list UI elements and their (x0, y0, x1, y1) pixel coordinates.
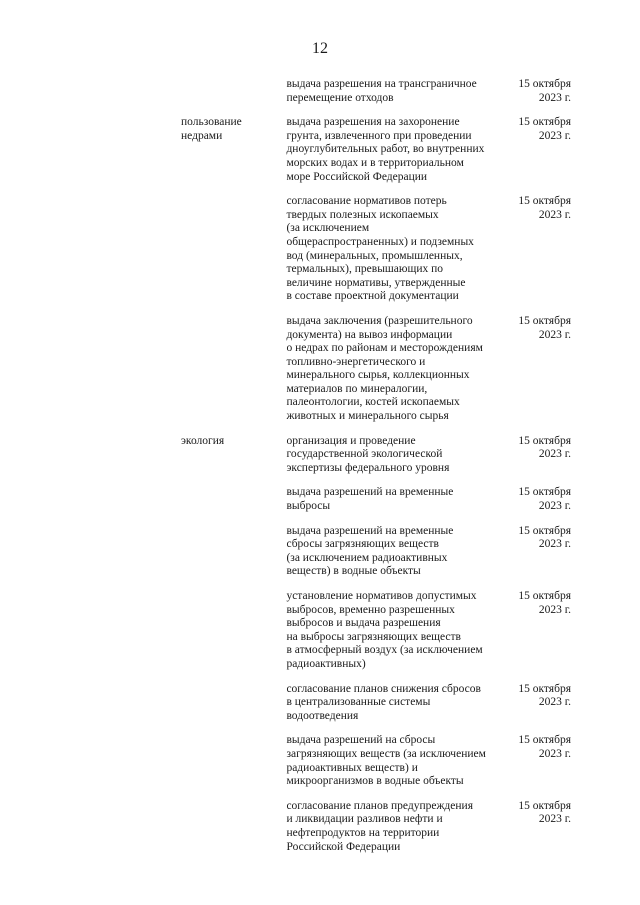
date-line: 15 октября (518, 590, 571, 602)
description-line: выдача разрешений на временные (286, 524, 454, 537)
description-line: о недрах по районам и месторождениям (286, 342, 483, 355)
description-line: вод (минеральных, промышленных, (286, 249, 463, 262)
description-cell (286, 116, 503, 184)
description-cell (286, 315, 503, 424)
date-line: 2023 г. (538, 500, 571, 513)
description-line: микроорганизмов в водные объекты (286, 775, 464, 788)
description-line: веществ) в водные объекты (286, 565, 421, 578)
table-row (181, 195, 571, 304)
description-cell (286, 195, 503, 304)
date-line: 2023 г. (538, 328, 571, 341)
description-line: материалов по минералогии, (286, 382, 428, 395)
description-line: животных и минерального сырья (286, 410, 449, 423)
description-line: (за исключением радиоактивных (286, 551, 448, 564)
page-number: 12 (312, 40, 328, 57)
description-line: радиоактивных) (286, 657, 366, 670)
date-line: 15 октября (518, 314, 571, 327)
date-line: 2023 г. (538, 747, 571, 760)
table-row (181, 590, 571, 672)
description-line: в атмосферный воздух (за исключением (286, 644, 483, 657)
date-cell (503, 486, 571, 513)
description-line: государственной экологической (286, 448, 443, 461)
description-line: море Российской Федерации (286, 170, 428, 183)
description-line: выдача разрешения на захоронение (286, 116, 460, 129)
description-line: водоотведения (286, 709, 359, 722)
description-line: выдача разрешений на временные (286, 486, 454, 499)
description-line: дноуглубительных работ, во внутренних (286, 143, 485, 156)
date-line: 15 октября (518, 734, 571, 747)
date-cell (503, 590, 571, 617)
description-line: общераспространенных) и подземных (286, 235, 474, 248)
description-line: величине нормативы, утвержденные (286, 276, 466, 289)
description-line: топливно-энергетического и (286, 355, 426, 368)
table-row (181, 116, 571, 184)
description-line: загрязняющих веществ (за исключением (286, 747, 486, 760)
description-line: грунта, извлеченного при проведении (286, 129, 472, 142)
description-line: согласование планов снижения сбросов (286, 682, 481, 695)
description-line: морских водах и в территориальном (286, 156, 464, 169)
date-line: 2023 г. (538, 129, 571, 142)
description-line: радиоактивных веществ) и (286, 761, 418, 774)
description-line: установление нормативов допустимых (286, 590, 477, 602)
description-cell (286, 525, 503, 579)
table-row (181, 800, 571, 854)
category-line: пользование (181, 116, 242, 129)
table-row (181, 525, 571, 579)
table-row (181, 683, 571, 724)
date-line: 2023 г. (538, 603, 571, 616)
description-cell (286, 800, 503, 854)
date-line: 2023 г. (538, 696, 571, 709)
description-line: в составе проектной документации (286, 290, 459, 303)
date-cell (503, 525, 571, 552)
date-cell (503, 195, 571, 222)
date-line: 15 октября (518, 799, 571, 812)
description-line: перемещение отходов (286, 91, 394, 104)
date-cell (503, 78, 571, 105)
date-line: 15 октября (518, 434, 571, 447)
description-line: экспертизы федерального уровня (286, 461, 450, 474)
description-line: выдача разрешений на сбросы (286, 734, 436, 747)
description-line: (за исключением (286, 222, 370, 235)
description-line: минерального сырья, коллекционных (286, 369, 470, 382)
category-cell (181, 116, 286, 143)
description-line: нефтепродуктов на территории (286, 826, 440, 839)
date-line: 2023 г. (538, 208, 571, 221)
date-cell (503, 315, 571, 342)
description-line: сбросы загрязняющих веществ (286, 538, 439, 551)
description-line: согласование нормативов потерь (286, 195, 447, 208)
date-line: 15 октября (518, 682, 571, 695)
description-line: документа) на вывоз информации (286, 328, 453, 341)
table-row (181, 486, 571, 513)
description-line: и ликвидации разливов нефти и (286, 813, 443, 826)
description-cell (286, 683, 503, 724)
description-cell (286, 734, 503, 788)
table-row (181, 78, 571, 105)
date-cell (503, 435, 571, 462)
document-table (181, 78, 571, 865)
description-cell (286, 486, 503, 513)
description-line: палеонтологии, костей ископаемых (286, 396, 460, 409)
category-line: экология (181, 434, 225, 447)
date-cell (503, 800, 571, 827)
date-line: 2023 г. (538, 538, 571, 551)
date-line: 2023 г. (538, 813, 571, 826)
description-line: термальных), превышающих по (286, 263, 444, 276)
description-line: на выбросы загрязняющих веществ (286, 630, 461, 643)
description-cell (286, 78, 503, 105)
description-line: согласование планов предупреждения (286, 799, 473, 812)
category-cell (181, 435, 286, 449)
date-cell (503, 683, 571, 710)
description-line: выбросы (286, 500, 331, 513)
table-row (181, 734, 571, 788)
description-cell (286, 435, 503, 476)
date-line: 15 октября (518, 486, 571, 499)
category-line: недрами (181, 129, 223, 142)
table-row (181, 315, 571, 424)
description-line: выбросов и выдача разрешения (286, 617, 441, 630)
description-line: выдача заключения (разрешительного (286, 314, 473, 327)
date-line: 15 октября (518, 195, 571, 208)
description-line: Российской Федерации (286, 840, 401, 853)
date-line: 2023 г. (538, 448, 571, 461)
date-cell (503, 734, 571, 761)
description-line: выдача разрешения на трансграничное (286, 78, 477, 90)
description-line: организация и проведение (286, 434, 416, 447)
date-line: 2023 г. (538, 91, 571, 104)
description-line: в централизованные системы (286, 696, 431, 709)
date-line: 15 октября (518, 524, 571, 537)
description-cell (286, 590, 503, 672)
date-line: 15 октября (518, 116, 571, 129)
date-line: 15 октября (518, 78, 571, 90)
table-row (181, 435, 571, 476)
description-line: выбросов, временно разрешенных (286, 603, 455, 616)
date-cell (503, 116, 571, 143)
description-line: твердых полезных ископаемых (286, 208, 439, 221)
